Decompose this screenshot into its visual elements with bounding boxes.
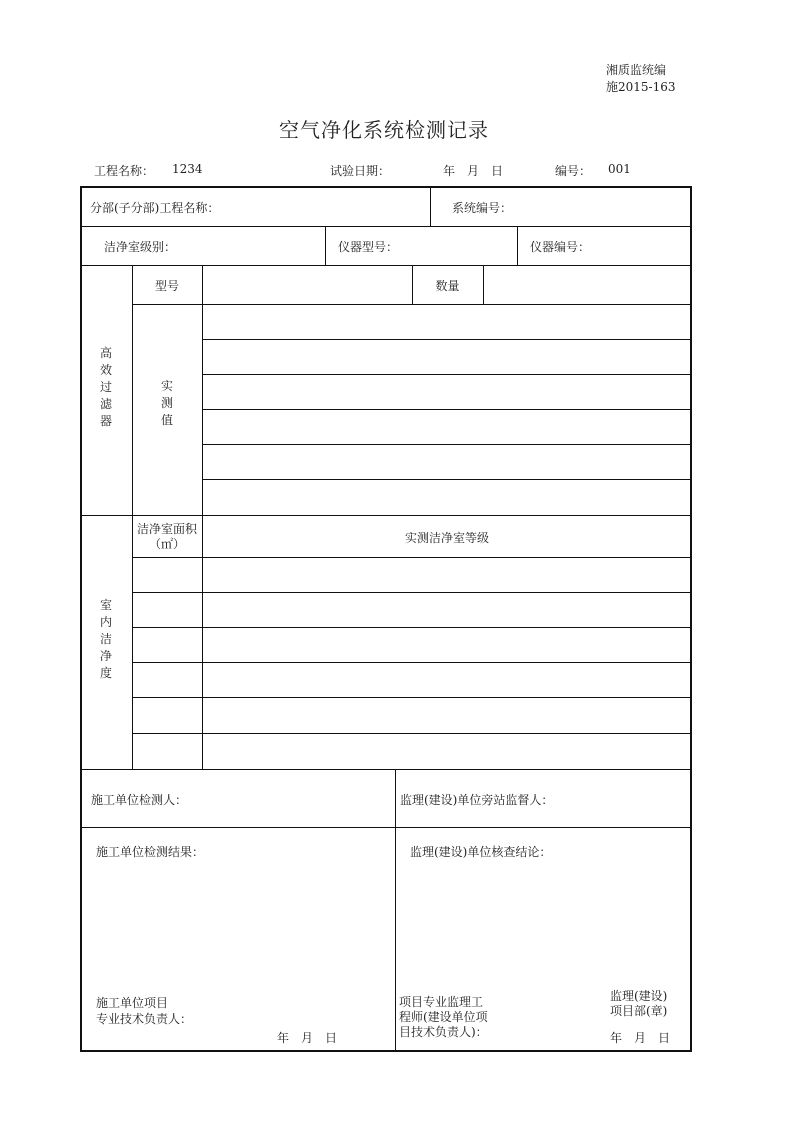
divider bbox=[517, 226, 518, 265]
supervisor-sign-line1: 项目专业监理工 bbox=[399, 995, 484, 1009]
constructor-sign-line1: 施工单位项目 bbox=[96, 996, 169, 1010]
supervisor-seal-line1: 监理(建设) bbox=[610, 989, 668, 1003]
divider bbox=[80, 226, 692, 227]
divider bbox=[80, 769, 692, 770]
form-code-line1: 湘质监统编 bbox=[606, 63, 667, 77]
constructor-sign-date: 年 月 日 bbox=[277, 1031, 338, 1045]
subproject-name-label: 分部(子分部)工程名称： bbox=[90, 201, 220, 215]
divider bbox=[132, 733, 692, 734]
divider bbox=[132, 697, 692, 698]
form-table bbox=[80, 186, 692, 1052]
divider bbox=[325, 226, 326, 265]
supervisor-sign-line3: 目技术负责人)： bbox=[399, 1025, 488, 1039]
system-number-label: 系统编号： bbox=[452, 201, 513, 215]
constructor-tester-label: 施工单位检测人： bbox=[91, 793, 188, 807]
cleanroom-area-header bbox=[132, 522, 202, 552]
page-title: 空气净化系统检测记录 bbox=[279, 118, 489, 142]
divider bbox=[80, 827, 692, 828]
supervisor-sign-line2: 程师(建设单位项 bbox=[399, 1010, 488, 1024]
hepa-filter-section-label: 高效过滤器 bbox=[99, 346, 112, 428]
record-number-value: 001 bbox=[608, 162, 631, 176]
divider bbox=[202, 444, 692, 445]
instrument-number-label: 仪器编号： bbox=[530, 240, 591, 254]
project-name-value: 1234 bbox=[172, 162, 203, 176]
test-date-label: 试验日期： bbox=[330, 164, 391, 178]
divider bbox=[202, 479, 692, 480]
divider bbox=[395, 769, 396, 1052]
cleanroom-area-unit: （㎡） bbox=[148, 537, 185, 551]
divider bbox=[430, 186, 431, 226]
model-label: 型号 bbox=[154, 279, 179, 293]
cleanroom-grade-label: 洁净室级别： bbox=[104, 240, 177, 254]
indoor-cleanliness-section-label: 室内洁净度 bbox=[99, 598, 112, 680]
supervisor-sign-date: 年 月 日 bbox=[610, 1031, 671, 1045]
measured-grade-label: 实测洁净室等级 bbox=[404, 531, 489, 545]
divider bbox=[202, 374, 692, 375]
divider bbox=[132, 557, 692, 558]
supervisor-conclusion-label: 监理(建设)单位核查结论： bbox=[410, 845, 552, 859]
supervisor-witness-label: 监理(建设)单位旁站监督人： bbox=[400, 793, 554, 807]
test-date-value: 年 月 日 bbox=[443, 164, 504, 178]
constructor-result-label: 施工单位检测结果： bbox=[96, 845, 205, 859]
supervisor-seal-line2: 项目部(章) bbox=[610, 1004, 668, 1018]
divider bbox=[483, 265, 484, 304]
divider bbox=[80, 515, 692, 516]
measured-value-label: 实测值 bbox=[160, 379, 173, 427]
cleanroom-area-label: 洁净室面积 bbox=[136, 522, 197, 536]
form-code-line2: 施2015-163 bbox=[606, 80, 676, 94]
form-code bbox=[606, 62, 676, 96]
supervisor-seal bbox=[610, 989, 667, 1019]
quantity-label: 数量 bbox=[435, 279, 460, 293]
record-number-label: 编号： bbox=[555, 164, 592, 178]
constructor-sign-line2: 专业技术负责人： bbox=[96, 1012, 193, 1026]
instrument-model-label: 仪器型号： bbox=[338, 240, 399, 254]
constructor-signature bbox=[96, 995, 192, 1027]
supervisor-signature bbox=[399, 995, 488, 1040]
divider bbox=[202, 409, 692, 410]
divider bbox=[132, 265, 133, 769]
divider bbox=[132, 592, 692, 593]
project-name-label: 工程名称： bbox=[94, 164, 155, 178]
divider bbox=[132, 304, 692, 305]
divider bbox=[132, 627, 692, 628]
divider bbox=[202, 339, 692, 340]
divider bbox=[132, 662, 692, 663]
divider bbox=[202, 265, 203, 769]
divider bbox=[80, 265, 692, 266]
